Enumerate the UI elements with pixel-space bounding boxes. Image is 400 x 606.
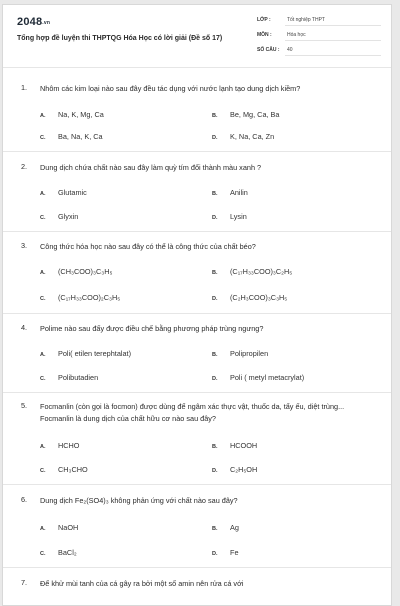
option-b[interactable] <box>212 188 248 197</box>
option-text: (C₂H₃COO)₃C₃H₅ <box>230 293 288 302</box>
option-letter: C. <box>40 135 46 141</box>
question-number: 2. <box>21 162 28 171</box>
question-divider <box>3 313 391 314</box>
option-d[interactable] <box>212 465 257 474</box>
question-text: Công thức hóa học nào sau đây có thể là công thức của chất béo? <box>40 242 256 251</box>
option-b[interactable] <box>212 110 279 119</box>
meta-subject <box>257 32 306 38</box>
option-b[interactable] <box>212 349 268 358</box>
option-letter: C. <box>40 551 46 557</box>
option-a[interactable] <box>40 188 87 197</box>
option-text: K, Na, Ca, Zn <box>230 132 275 141</box>
option-text: C₂H₅OH <box>230 465 258 474</box>
question-text: Để khử mùi tanh của cá gây ra bởi một số amin nên rửa cá với <box>40 579 244 588</box>
option-letter: B. <box>212 352 218 358</box>
option-a[interactable] <box>40 523 78 532</box>
question-text: Dung dịch chứa chất nào sau đây làm quỳ tím đổi thành màu xanh ? <box>40 163 262 172</box>
option-text: BaCl₂ <box>58 548 77 557</box>
option-letter: A. <box>40 526 46 532</box>
option-text: NaOH <box>58 523 79 532</box>
option-letter: A. <box>40 270 46 276</box>
option-text: Anilin <box>230 188 248 197</box>
meta-count-value: 40 <box>287 47 293 53</box>
option-letter: D. <box>212 215 218 221</box>
meta-class-value: Tốt nghiệp THPT <box>287 17 325 23</box>
option-text: Fe <box>230 548 239 557</box>
meta-subject-value: Hóa học <box>287 32 306 38</box>
option-letter: C. <box>40 468 46 474</box>
option-b[interactable] <box>212 523 239 532</box>
question-number: 6. <box>21 495 28 504</box>
site-logo[interactable] <box>17 16 50 28</box>
question-number: 7. <box>21 578 28 587</box>
option-d[interactable] <box>212 212 247 221</box>
option-text: Polibutadien <box>58 373 99 382</box>
option-letter: B. <box>212 526 218 532</box>
option-letter: C. <box>40 215 46 221</box>
question-text: Focmanlin (còn gọi là focmon) được dùng để ngâm xác thực vật, thuốc da, tẩy ếu, diệt trùng... Focmanlin là dung dịch của chất hữu cơ nào sau đây? <box>40 402 345 423</box>
option-text: Na, K, Mg, Ca <box>58 110 104 119</box>
option-text: HCOOH <box>230 441 258 450</box>
option-c[interactable] <box>40 548 77 557</box>
meta-subject-label: MÔN : <box>257 32 272 38</box>
option-text: Ag <box>230 523 239 532</box>
option-letter: C. <box>40 376 46 382</box>
option-text: (C₁₇H₃₃COO)₂C₃H₅ <box>58 293 121 302</box>
option-text: Lysin <box>230 212 247 221</box>
logo-text: 2048 <box>17 16 43 28</box>
option-d[interactable] <box>212 132 274 141</box>
option-letter: D. <box>212 551 218 557</box>
meta-underline <box>285 25 381 26</box>
option-c[interactable] <box>40 212 78 221</box>
option-letter: C. <box>40 296 46 302</box>
option-d[interactable] <box>212 373 304 382</box>
option-letter: A. <box>40 444 46 450</box>
option-text: (C₁₇H₃₃COO)₃C₂H₅ <box>230 267 293 276</box>
option-text: Be, Mg, Ca, Ba <box>230 110 280 119</box>
option-letter: D. <box>212 468 218 474</box>
option-letter: B. <box>212 113 218 119</box>
option-text: CH₃CHO <box>58 465 88 474</box>
option-c[interactable] <box>40 373 98 382</box>
option-letter: B. <box>212 191 218 197</box>
option-text: Poli ( metyl metacrylat) <box>230 373 305 382</box>
question-divider <box>3 151 391 152</box>
option-a[interactable] <box>40 267 112 276</box>
option-c[interactable] <box>40 465 88 474</box>
option-text: Glyxin <box>58 212 79 221</box>
option-a[interactable] <box>40 441 80 450</box>
option-letter: D. <box>212 376 218 382</box>
meta-count-label: SỐ CÂU : <box>257 47 280 53</box>
meta-underline <box>285 40 381 41</box>
option-text: Glutamic <box>58 188 87 197</box>
question-number: 5. <box>21 401 28 410</box>
question-number: 3. <box>21 241 28 250</box>
question-number: 4. <box>21 323 28 332</box>
question-text: Polime nào sau đấy được điều chế bằng phương pháp trùng ngưng? <box>40 324 264 333</box>
option-text: Polipropilen <box>230 349 269 358</box>
question-divider <box>3 392 391 393</box>
option-text: Ba, Na, K, Ca <box>58 132 103 141</box>
option-a[interactable] <box>40 110 104 119</box>
meta-class-label: LỚP : <box>257 17 271 23</box>
question-number: 1. <box>21 83 28 92</box>
header-divider <box>3 67 391 68</box>
option-letter: A. <box>40 352 46 358</box>
option-c[interactable] <box>40 293 120 302</box>
option-letter: B. <box>212 444 218 450</box>
option-letter: A. <box>40 113 46 119</box>
meta-class <box>257 17 325 23</box>
question-text: Nhôm các kim loại nào sau đây đều tác dụng với nước lạnh tạo dung dịch kiềm? <box>40 84 301 93</box>
option-c[interactable] <box>40 132 103 141</box>
option-letter: B. <box>212 270 218 276</box>
option-letter: D. <box>212 135 218 141</box>
meta-underline <box>285 55 381 56</box>
option-b[interactable] <box>212 441 257 450</box>
meta-count <box>257 47 293 53</box>
option-text: Poli( etilen terephtalat) <box>58 349 132 358</box>
option-text: (CH₃COO)₃C₃H₅ <box>58 267 113 276</box>
option-d[interactable] <box>212 548 239 557</box>
document-title: Tổng hợp đề luyện thi THPTQG Hóa Học có lời giải (Đề số 17) <box>17 35 223 42</box>
option-letter: A. <box>40 191 46 197</box>
option-d[interactable] <box>212 293 287 302</box>
option-b[interactable] <box>212 267 292 276</box>
option-letter: D. <box>212 296 218 302</box>
exam-sheet <box>2 4 392 606</box>
question-text: Dung dịch Fe₂(SO4)₃ không phản ứng với chất nào sau đây? <box>40 496 238 505</box>
question-divider <box>3 231 391 232</box>
option-text: HCHO <box>58 441 80 450</box>
question-divider <box>3 484 391 485</box>
option-a[interactable] <box>40 349 131 358</box>
question-divider <box>3 567 391 568</box>
logo-suffix: .vn <box>42 20 51 26</box>
